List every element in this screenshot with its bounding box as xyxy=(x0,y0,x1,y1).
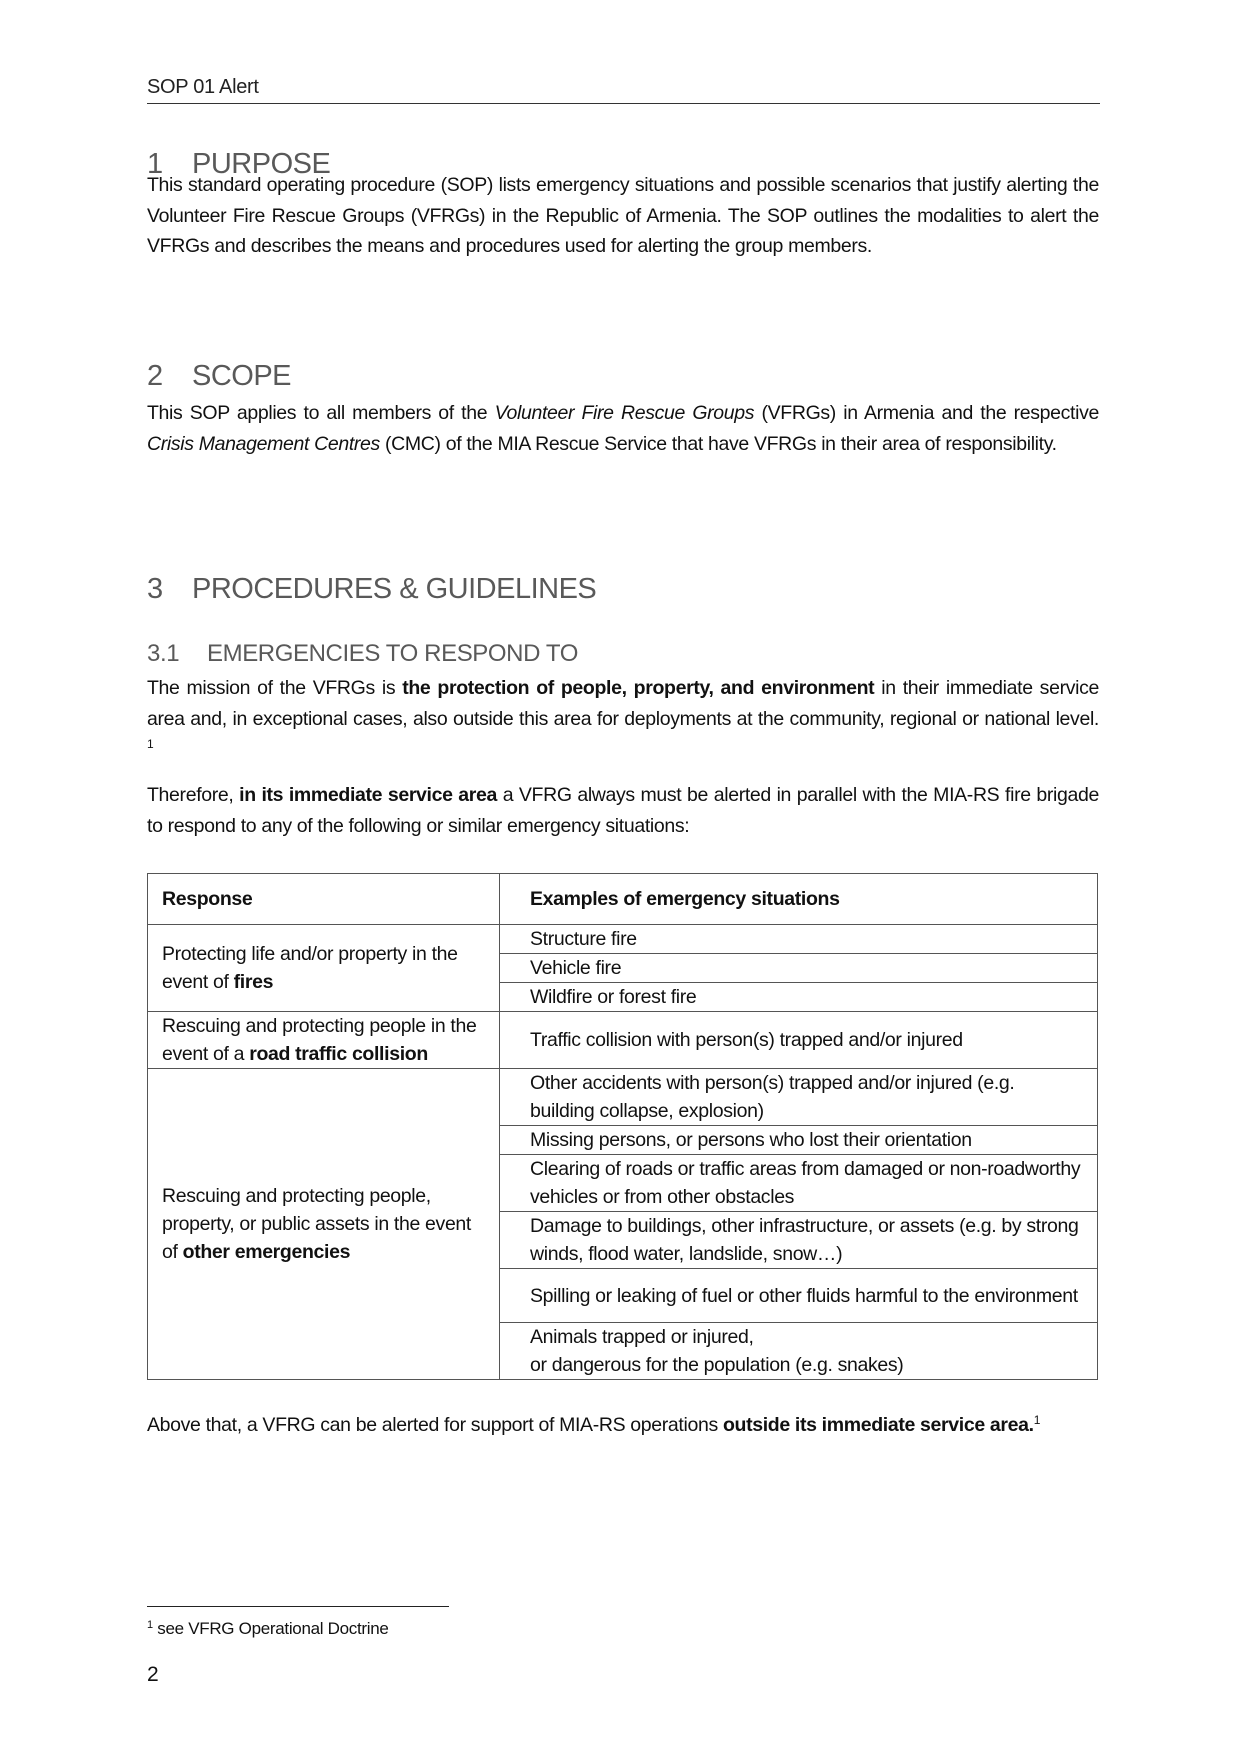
example-cell: Wildfire or forest fire xyxy=(500,983,1098,1012)
section-number: 1 xyxy=(147,148,163,180)
running-header: SOP 01 Alert xyxy=(147,76,259,98)
section-procedures xyxy=(147,573,1099,606)
example-cell: Other accidents with person(s) trapped and/or injured (e.g. building collapse, explosion) xyxy=(500,1069,1098,1126)
mission-paragraph xyxy=(147,673,1099,765)
footnote-text: see VFRG Operational Doctrine xyxy=(157,1619,389,1638)
text-run: (VFRGs) in Armenia and the respective xyxy=(754,402,1100,424)
text-run: Rescuing and protecting people in the event of a xyxy=(162,1015,477,1065)
text-run: Above that, a VFRG can be alerted for support of MIA-RS operations xyxy=(147,1414,723,1436)
section-number: 2 xyxy=(147,360,163,392)
footnote-separator xyxy=(147,1606,449,1607)
section-title: PROCEDURES & GUIDELINES xyxy=(192,573,597,605)
table-row xyxy=(148,1069,1098,1126)
example-cell: Clearing of roads or traffic areas from damaged or non-roadworthy vehicles or from other obstacles xyxy=(500,1155,1098,1212)
column-header-response: Response xyxy=(148,874,500,925)
table-header-row xyxy=(148,874,1098,925)
subsection-emergencies xyxy=(147,640,1099,668)
example-cell xyxy=(500,1323,1098,1380)
subsection-title: EMERGENCIES TO RESPOND TO xyxy=(207,640,578,667)
bold-run: other emergencies xyxy=(182,1241,351,1263)
example-cell: Structure fire xyxy=(500,925,1098,954)
italic-term-vfrg: Volunteer Fire Rescue Groups xyxy=(494,402,755,424)
section-title: PURPOSE xyxy=(192,148,331,180)
footnote xyxy=(147,1619,389,1639)
footnote-ref[interactable]: 1 xyxy=(147,737,154,751)
mission-paragraph-wrap xyxy=(147,673,1099,765)
bold-run: fires xyxy=(233,971,274,993)
section-scope xyxy=(147,360,1099,393)
italic-term-cmc: Crisis Management Centres xyxy=(147,432,380,455)
footnote-marker: 1 xyxy=(147,1619,153,1631)
scope-body-wrap xyxy=(147,398,1099,459)
text-run: This SOP applies to all members of the xyxy=(147,402,495,424)
section-heading-procedures xyxy=(147,573,1099,606)
text-run: The mission of the VFRGs is xyxy=(147,677,403,699)
bold-run: road traffic collision xyxy=(249,1043,428,1065)
scope-paragraph xyxy=(147,398,1099,459)
subsection-number: 3.1 xyxy=(147,640,180,667)
outside-area-paragraph xyxy=(147,1410,1099,1441)
response-cell-fires xyxy=(148,925,500,1012)
header-divider xyxy=(147,103,1100,104)
response-cell-other xyxy=(148,1069,500,1380)
text-line: or dangerous for the population (e.g. snakes) xyxy=(530,1354,904,1376)
bold-run: in its immediate service area xyxy=(239,784,498,806)
response-cell-collision xyxy=(148,1012,500,1069)
page-number: 2 xyxy=(147,1663,159,1686)
text-run: Therefore, xyxy=(147,784,240,806)
outside-area-paragraph-wrap xyxy=(147,1410,1099,1441)
text-run: in their immediate service area and, in exceptional cases, also outside this area for deployments at the community, regional or national level. xyxy=(147,677,1099,730)
column-header-examples: Examples of emergency situations xyxy=(500,874,1098,925)
service-area-paragraph-wrap xyxy=(147,780,1099,841)
text-run: Protecting life and/or property in the event of xyxy=(162,943,458,993)
table-row xyxy=(148,1012,1098,1069)
emergency-response-table xyxy=(147,873,1098,1380)
purpose-paragraph: This standard operating procedure (SOP) lists emergency situations and possible scenarios that justify alerting the Volunteer Fire Rescue Groups (VFRGs) in the Republic of Armenia. The SOP outlines the modalities to alert the VFRGs and describes the means and procedures used for alerting the group members. xyxy=(147,174,1099,257)
subsection-heading-emergencies xyxy=(147,640,1099,668)
example-cell: Spilling or leaking of fuel or other fluids harmful to the environment xyxy=(500,1269,1098,1323)
example-cell: Vehicle fire xyxy=(500,954,1098,983)
example-cell: Traffic collision with person(s) trapped and/or injured xyxy=(500,1012,1098,1069)
footnote-ref[interactable]: 1 xyxy=(1033,1413,1041,1427)
section-number: 3 xyxy=(147,573,163,605)
purpose-body-wrap xyxy=(147,168,1099,262)
bold-run: the protection of people, property, and environment xyxy=(402,677,875,699)
example-cell: Damage to buildings, other infrastructure, or assets (e.g. by strong winds, flood water, landslide, snow…) xyxy=(500,1212,1098,1269)
text-run: Rescuing and protecting people, property, or public assets in the event of xyxy=(162,1185,471,1263)
section-heading-scope xyxy=(147,360,1099,393)
section-title: SCOPE xyxy=(192,360,292,392)
table-row xyxy=(148,925,1098,954)
text-line: Animals trapped or injured, xyxy=(530,1326,754,1348)
text-run: (CMC) of the MIA Rescue Service that have VFRGs in their area of responsibility. xyxy=(379,432,1057,455)
example-cell: Missing persons, or persons who lost their orientation xyxy=(500,1126,1098,1155)
bold-run: outside its immediate service area. xyxy=(722,1414,1034,1436)
service-area-paragraph xyxy=(147,780,1099,841)
text-run: a VFRG always must be alerted in parallel with the MIA-RS fire brigade to respond to any of the following or similar emergency situations: xyxy=(147,784,1099,837)
